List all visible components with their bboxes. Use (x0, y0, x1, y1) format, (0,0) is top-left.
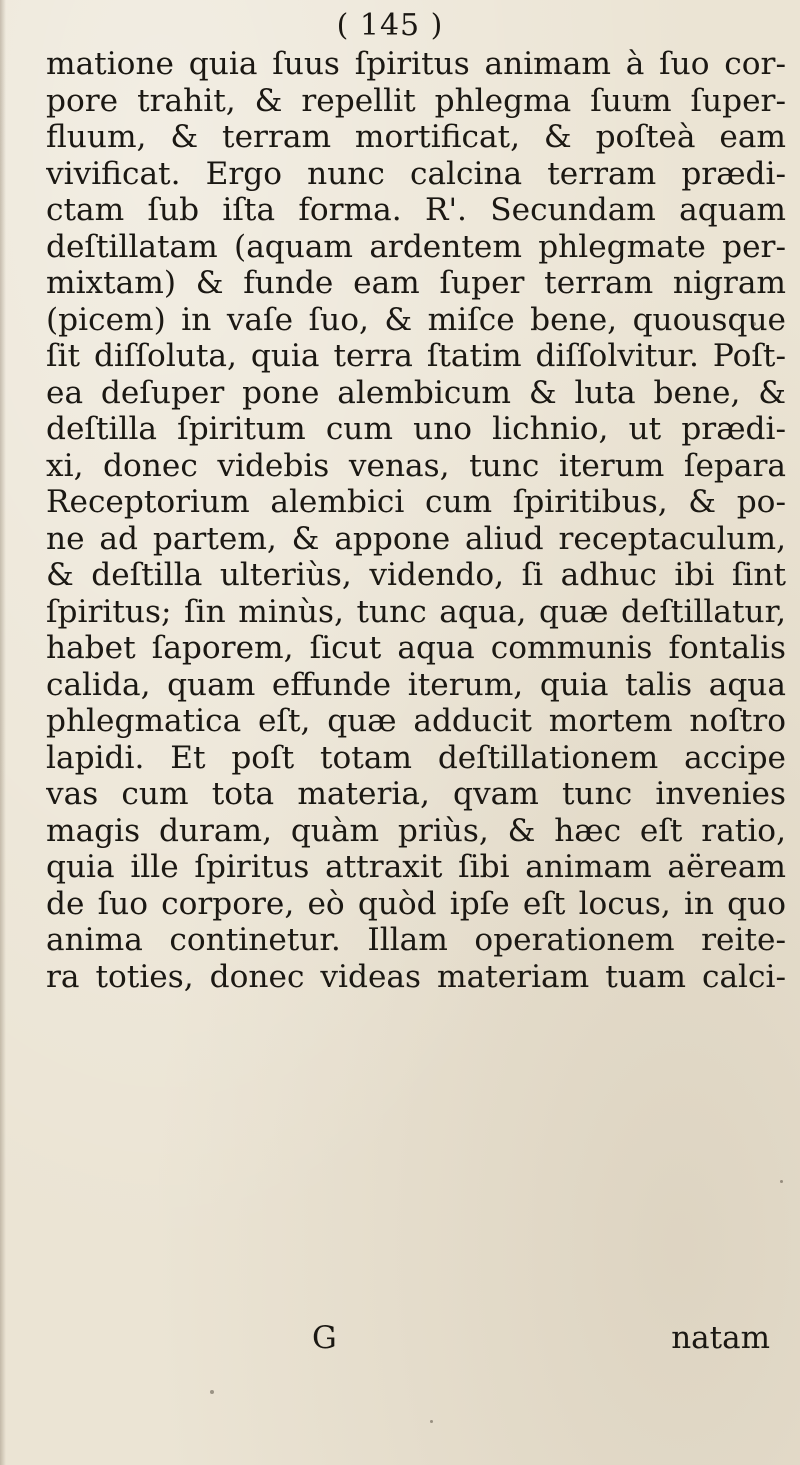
text-line: ne ad partem, & appone aliud receptaculum, (46, 520, 786, 557)
text-line: & deſtilla ulteriùs, videndo, ſi adhuc ibi ſint (46, 557, 786, 593)
page-edge-shadow (0, 0, 6, 1465)
text-line: anima continetur. Illam operationem reite- (46, 922, 786, 958)
text-line: ea deſuper pone alembicum & luta bene, & (46, 374, 786, 411)
page-footer (0, 1318, 800, 1358)
catchword: natam (671, 1320, 770, 1356)
text-line: magis duram, quàm priùs, & hæc eſt ratio, (46, 812, 786, 849)
text-line: lapidi. Et poſt totam deſtillationem accipe (46, 739, 786, 776)
text-line: pore trahit, & repellit phlegma ſuum ſuper- (46, 82, 786, 119)
text-line: deſtilla ſpiritum cum uno lichnio, ut prædi- (46, 411, 786, 447)
paper-speck (780, 1180, 783, 1183)
text-line: (picem) in vaſe ſuo, & miſce bene, quousque (46, 301, 786, 338)
text-line: de ſuo corpore, eò quòd ipſe eſt locus, in quo (46, 885, 786, 922)
text-line: xi, donec videbis venas, tunc iterum ſepara (46, 447, 786, 484)
text-line: mixtam) & funde eam ſuper terram nigram (46, 265, 786, 301)
paper-speck (752, 322, 756, 326)
text-line: quia ille ſpiritus attraxit ſibi animam aëream (46, 849, 786, 885)
text-line: phlegmatica eſt, quæ adducit mortem noſtro (46, 703, 786, 739)
text-line: ctam ſub iſta forma. R'. Secundam aquam (46, 192, 786, 228)
text-line: ra toties, donec videas materiam tuam calci- (46, 958, 786, 995)
text-line: vas cum tota materia, qvam tunc invenies (46, 776, 786, 812)
paper-speck (640, 98, 643, 101)
text-line: fluum, & terram mortificat, & poſteà eam (46, 119, 786, 155)
paper-speck (430, 1420, 433, 1423)
text-line: matione quia ſuus ſpiritus animam à ſuo cor- (46, 46, 786, 82)
main-text-block (46, 46, 786, 995)
text-line: ſpiritus; ſin minùs, tunc aqua, quæ deſtillatur, (46, 593, 786, 630)
text-line: deſtillatam (aquam ardentem phlegmate per- (46, 228, 786, 265)
text-line: ſit diſſoluta, quia terra ſtatim diſſolvitur. Poſt- (46, 338, 786, 374)
page-number: ( 145 ) (336, 8, 444, 43)
text-line: vivificat. Ergo nunc calcina terram prædi- (46, 155, 786, 192)
text-line: calida, quam effunde iterum, quia talis aqua (46, 666, 786, 703)
signature-mark: G (312, 1320, 337, 1356)
paper-speck (210, 1390, 214, 1394)
text-line: habet ſaporem, ſicut aqua communis fontalis (46, 630, 786, 666)
text-line: Receptorium alembici cum ſpiritibus, & po- (46, 484, 786, 520)
